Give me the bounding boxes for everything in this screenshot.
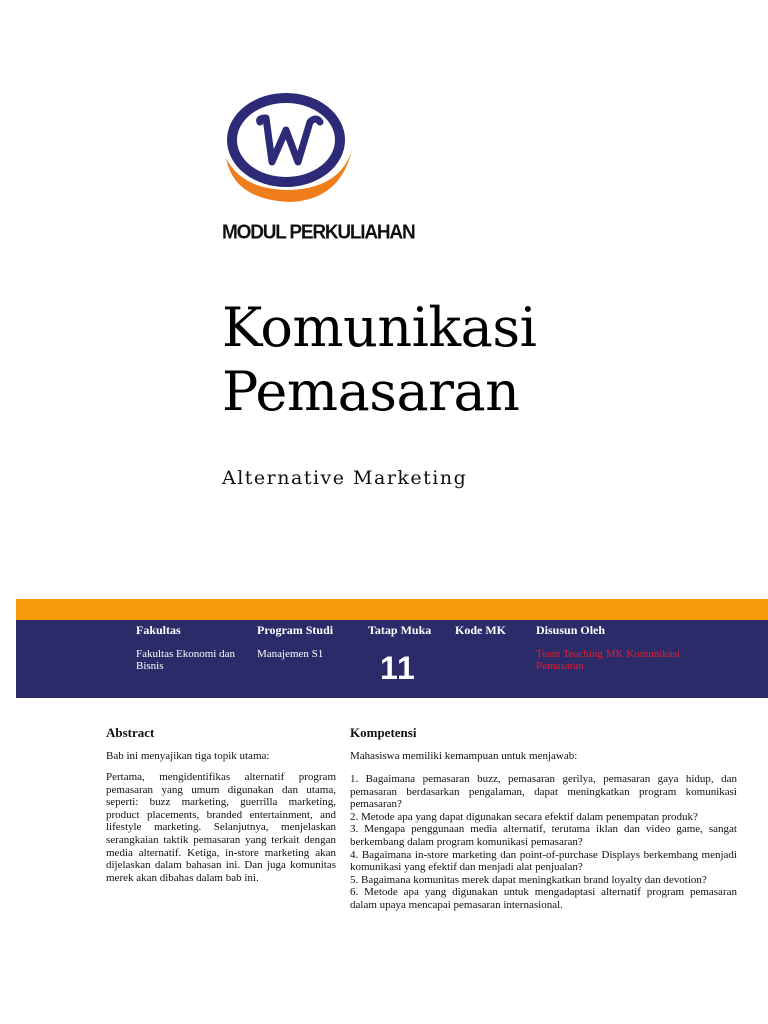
fakultas-value: Fakultas Ekonomi dan Bisnis [136,648,235,672]
kompetensi-heading: Kompetensi [350,725,417,740]
orange-bar [16,599,768,620]
university-logo [220,92,354,204]
disusun-oleh-label: Disusun Oleh [536,623,606,637]
title-line-1: Komunikasi [222,296,537,359]
list-item: 6. Metode apa yang digunakan untuk mengadaptasi alternatif program pemasaran dalam upaya mencapai pemasaran internasional. [350,886,737,911]
list-item: 5. Bagaimana komunitas merek dapat meningkatkan brand loyalty dan devotion? [350,873,707,886]
list-item: 4. Bagaimana in-store marketing dan point-of-purchase Displays berkembang menjadi komunikasi yang efektif dan menjadi alat penjualan? [350,848,737,874]
kompetensi-intro: Mahasiswa memiliki kemampuan untuk menjawab: [350,750,578,762]
abstract-body: Pertama, mengidentifikas alternatif program pemasaran yang umum digunakan dan utama, seperti: buzz marketing, guerrilla marketing, product placements, branded entertainment, and lifestyle marketing. Selanjutnya, menjelaskan serangkaian taktik pemasaran yang terkait dengan media alternatif. Ketiga, in-store marketing akan dijelaskan dalam bahasan ini. Dan juga komunitas merek akan dibahas dalam bab ini. [106,771,336,884]
abstract-heading: Abstract [106,725,155,740]
title-line-2: Pemasaran [222,360,520,423]
document-subtitle: Alternative Marketing [222,467,468,489]
tatap-muka-value: 11 [380,650,416,686]
disusun-oleh-value: Team Teaching MK Komunikasi Pemasaran [536,648,680,672]
fakultas-label: Fakultas [136,623,181,637]
prodi-value: Manajemen S1 [257,648,324,660]
list-item: 1. Bagaimana pemasaran buzz, pemasaran gerilya, pemasaran gaya hidup, dan pemasaran berdasarkan pengalaman, dapat meningkatkan program komunikasi pemasaran? [350,773,737,811]
modul-label: MODUL PERKULIAHAN [222,221,415,244]
prodi-label: Program Studi [257,623,334,637]
info-band [16,620,768,698]
list-item: 2. Metode apa yang dapat digunakan secara efektif dalam penempatan produk? [350,810,698,823]
kode-mk-label: Kode MK [455,623,506,637]
list-item: 3. Mengapa penggunaan media alternatif, terutama iklan dan video game, sangat berkembang dalam program komunikasi pemasaran? [350,823,737,848]
tatap-muka-label: Tatap Muka [368,623,432,637]
kompetensi-list [350,773,737,912]
document-title [222,296,536,424]
abstract-intro: Bab ini menyajikan tiga topik utama: [106,750,270,762]
